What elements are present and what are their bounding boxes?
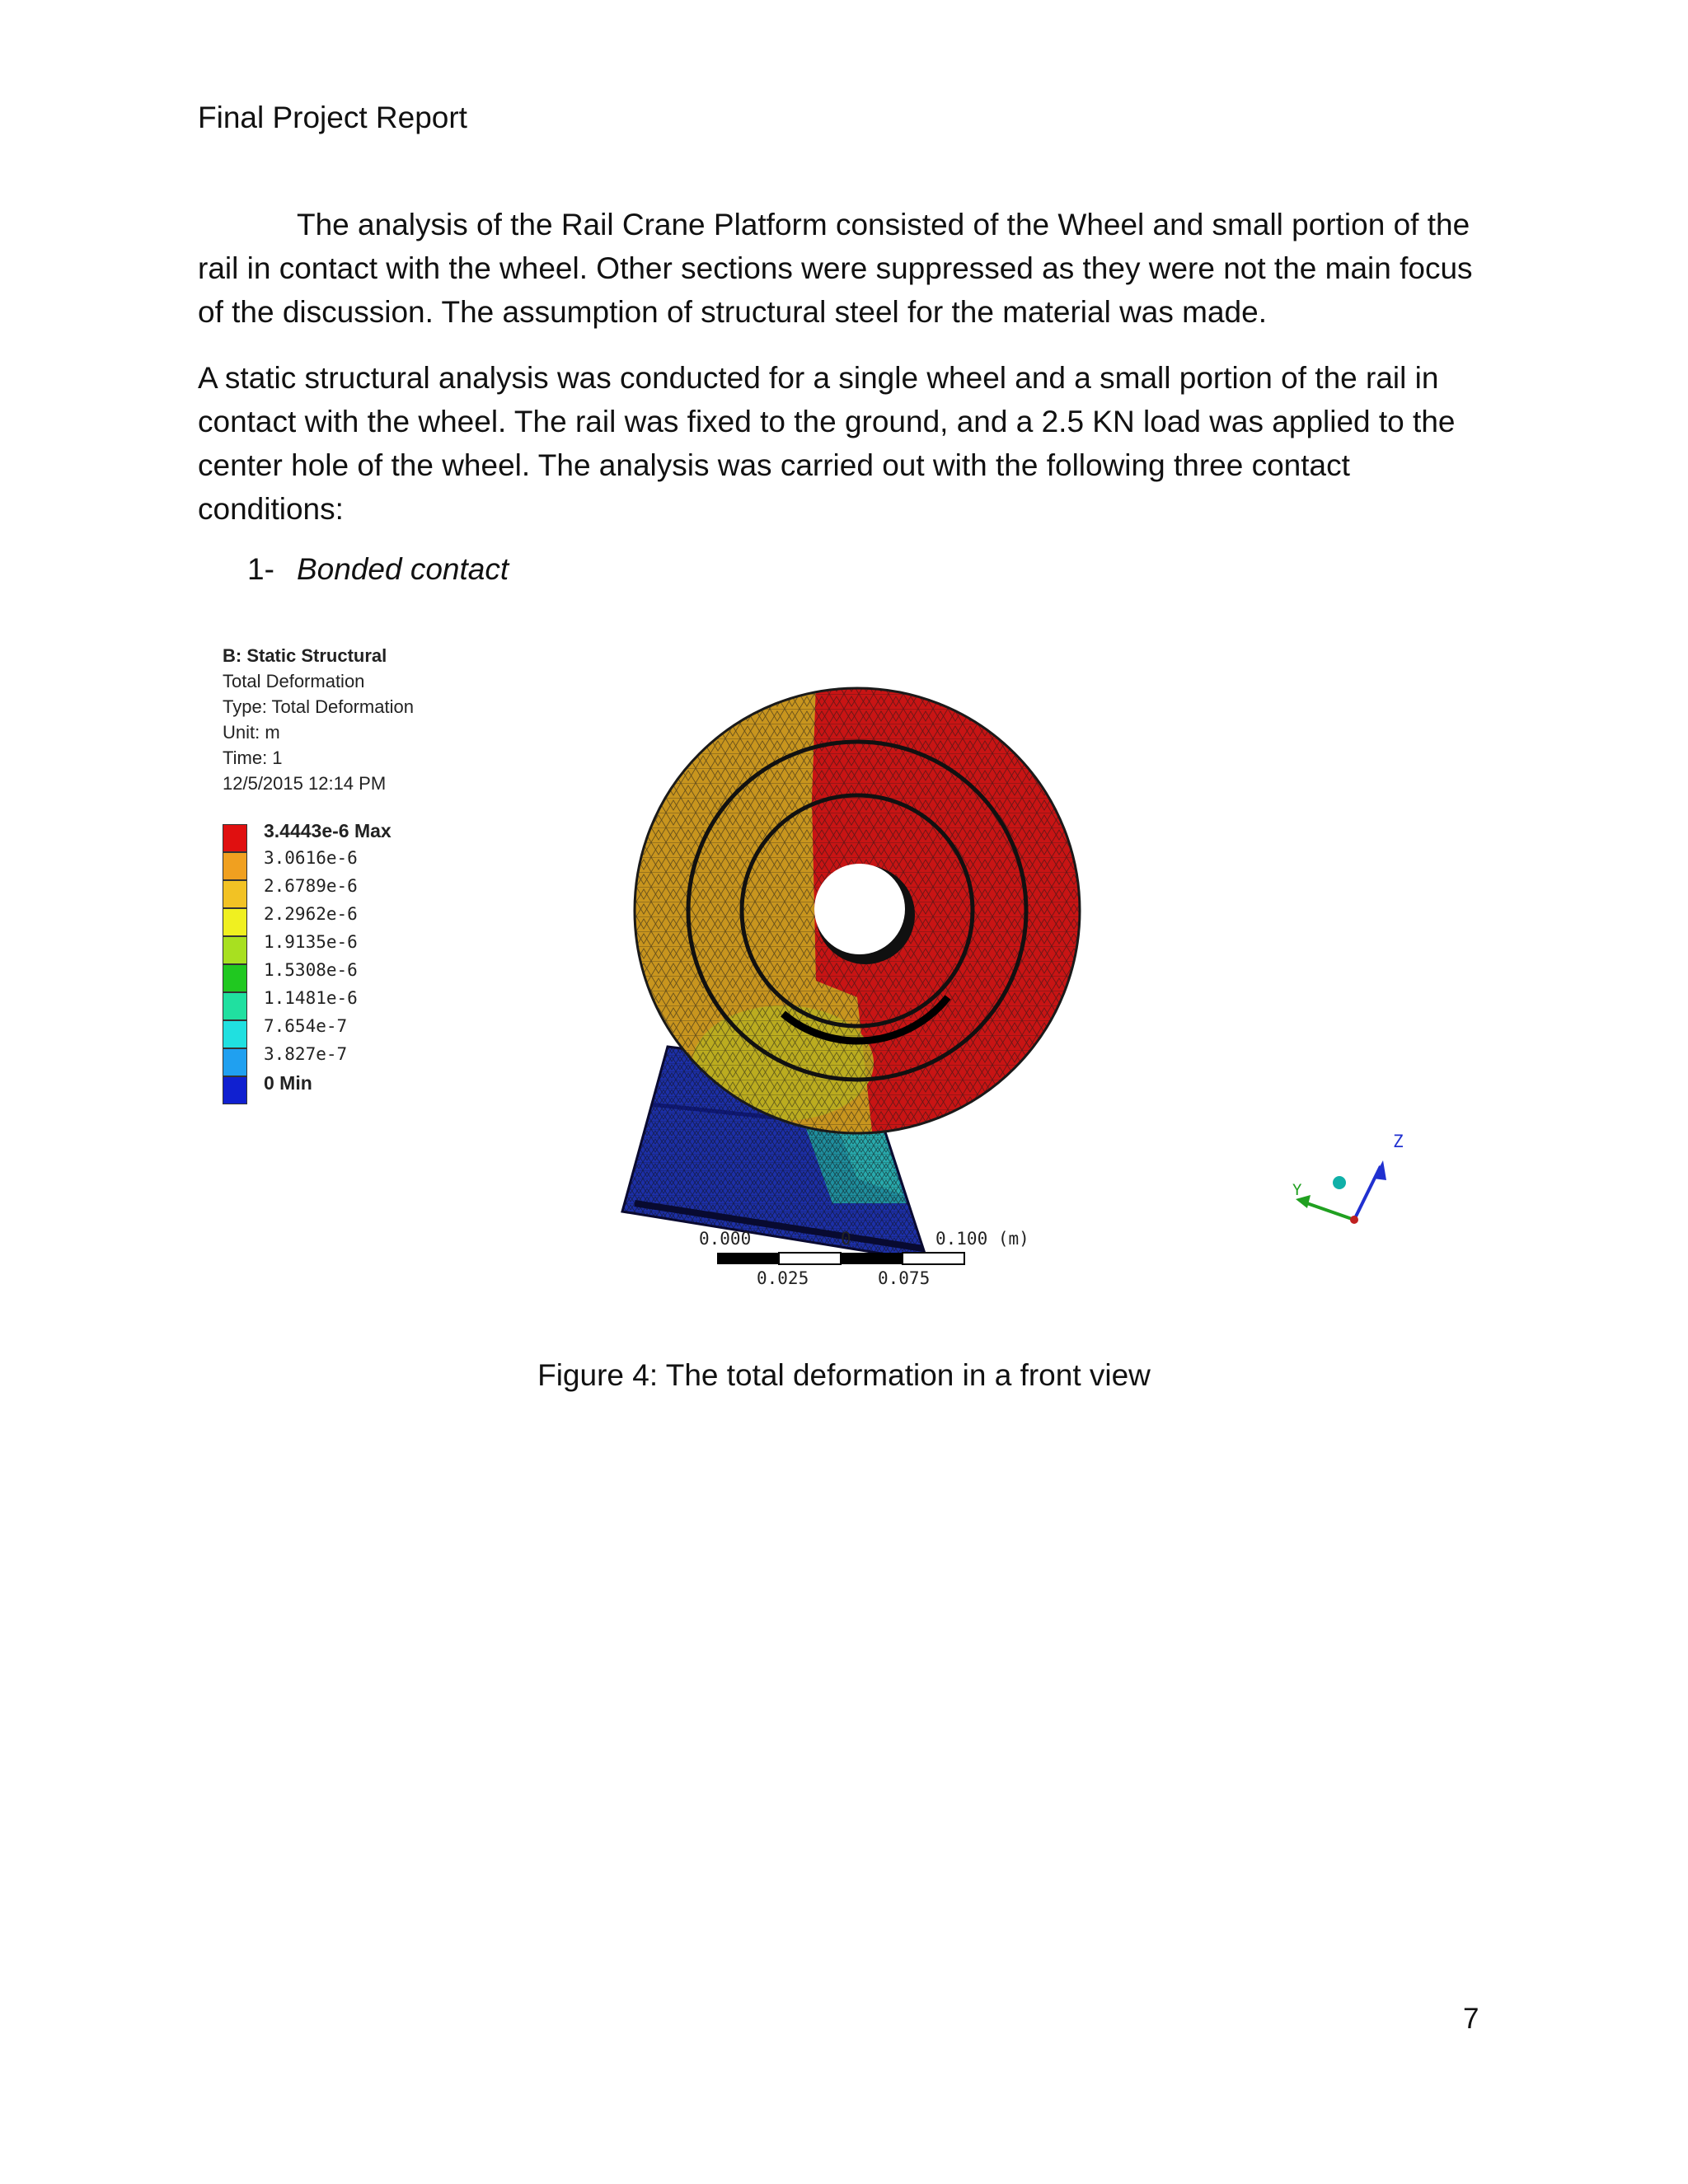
legend-title: B: Static Structural bbox=[223, 645, 387, 666]
legend-line: Total Deformation bbox=[223, 671, 365, 691]
y-axis-label: Y bbox=[1292, 1181, 1302, 1199]
scale-label: 3.4443e-6 Max bbox=[264, 820, 392, 841]
z-axis-arrow-icon bbox=[1373, 1160, 1386, 1180]
triad-view-ball-icon bbox=[1333, 1176, 1346, 1189]
scale-label: 2.6789e-6 bbox=[264, 876, 358, 896]
paragraph-analysis: A static structural analysis was conducted for a single wheel and a small portion of the rail in contact with the wheel. The rail was fixed to the ground, and a 2.5 KN load was applied to the center hole of the wheel. The analysis was carried out with the following three contact conditions: bbox=[198, 361, 1456, 526]
axis-triad bbox=[1292, 1132, 1404, 1224]
z-axis-label: Z bbox=[1393, 1132, 1404, 1151]
paragraph-intro: The analysis of the Rail Crane Platform consisted of the Wheel and small portion of the rail in contact with the wheel. Other sections were suppressed as they were not the main focus of the discussion. The assumption of structural steel for the material was made. bbox=[198, 208, 1473, 329]
deformation-figure bbox=[206, 635, 1492, 1310]
list-item-number: 1- bbox=[247, 552, 274, 586]
x-axis-origin-icon bbox=[1350, 1216, 1358, 1224]
scale-label-q3: 0.075 bbox=[878, 1268, 931, 1288]
legend-line: Unit: m bbox=[223, 722, 280, 743]
list-item-text: Bonded contact bbox=[297, 552, 509, 586]
scale-label: 1.1481e-6 bbox=[264, 988, 358, 1008]
y-axis-line bbox=[1302, 1202, 1354, 1220]
scale-label: 2.2962e-6 bbox=[264, 904, 358, 924]
page-header: Final Project Report bbox=[198, 101, 467, 134]
contact-list bbox=[247, 552, 509, 587]
legend-line: 12/5/2015 12:14 PM bbox=[223, 773, 387, 794]
fea-model-view bbox=[206, 635, 1492, 1310]
scale-label: 3.0616e-6 bbox=[264, 848, 358, 868]
scale-label: 1.9135e-6 bbox=[264, 932, 358, 952]
scale-label: 7.654e-7 bbox=[264, 1016, 348, 1036]
scale-label-left: 0.000 bbox=[699, 1229, 752, 1249]
scale-label: 1.5308e-6 bbox=[264, 960, 358, 980]
scale-label-right: 0.100 (m) bbox=[935, 1229, 1029, 1249]
figure-caption: Figure 4: The total deformation in a front view bbox=[537, 1358, 1151, 1392]
list-item bbox=[247, 552, 509, 587]
scale-label-q1: 0.025 bbox=[757, 1268, 809, 1288]
scale-label: 0 Min bbox=[264, 1072, 312, 1094]
scale-label: 3.827e-7 bbox=[264, 1044, 348, 1064]
page-number: 7 bbox=[1463, 2003, 1479, 2035]
legend-line: Time: 1 bbox=[223, 748, 283, 768]
legend-line: Type: Total Deformation bbox=[223, 696, 414, 717]
scale-label-mid: 0 bbox=[841, 1229, 851, 1249]
